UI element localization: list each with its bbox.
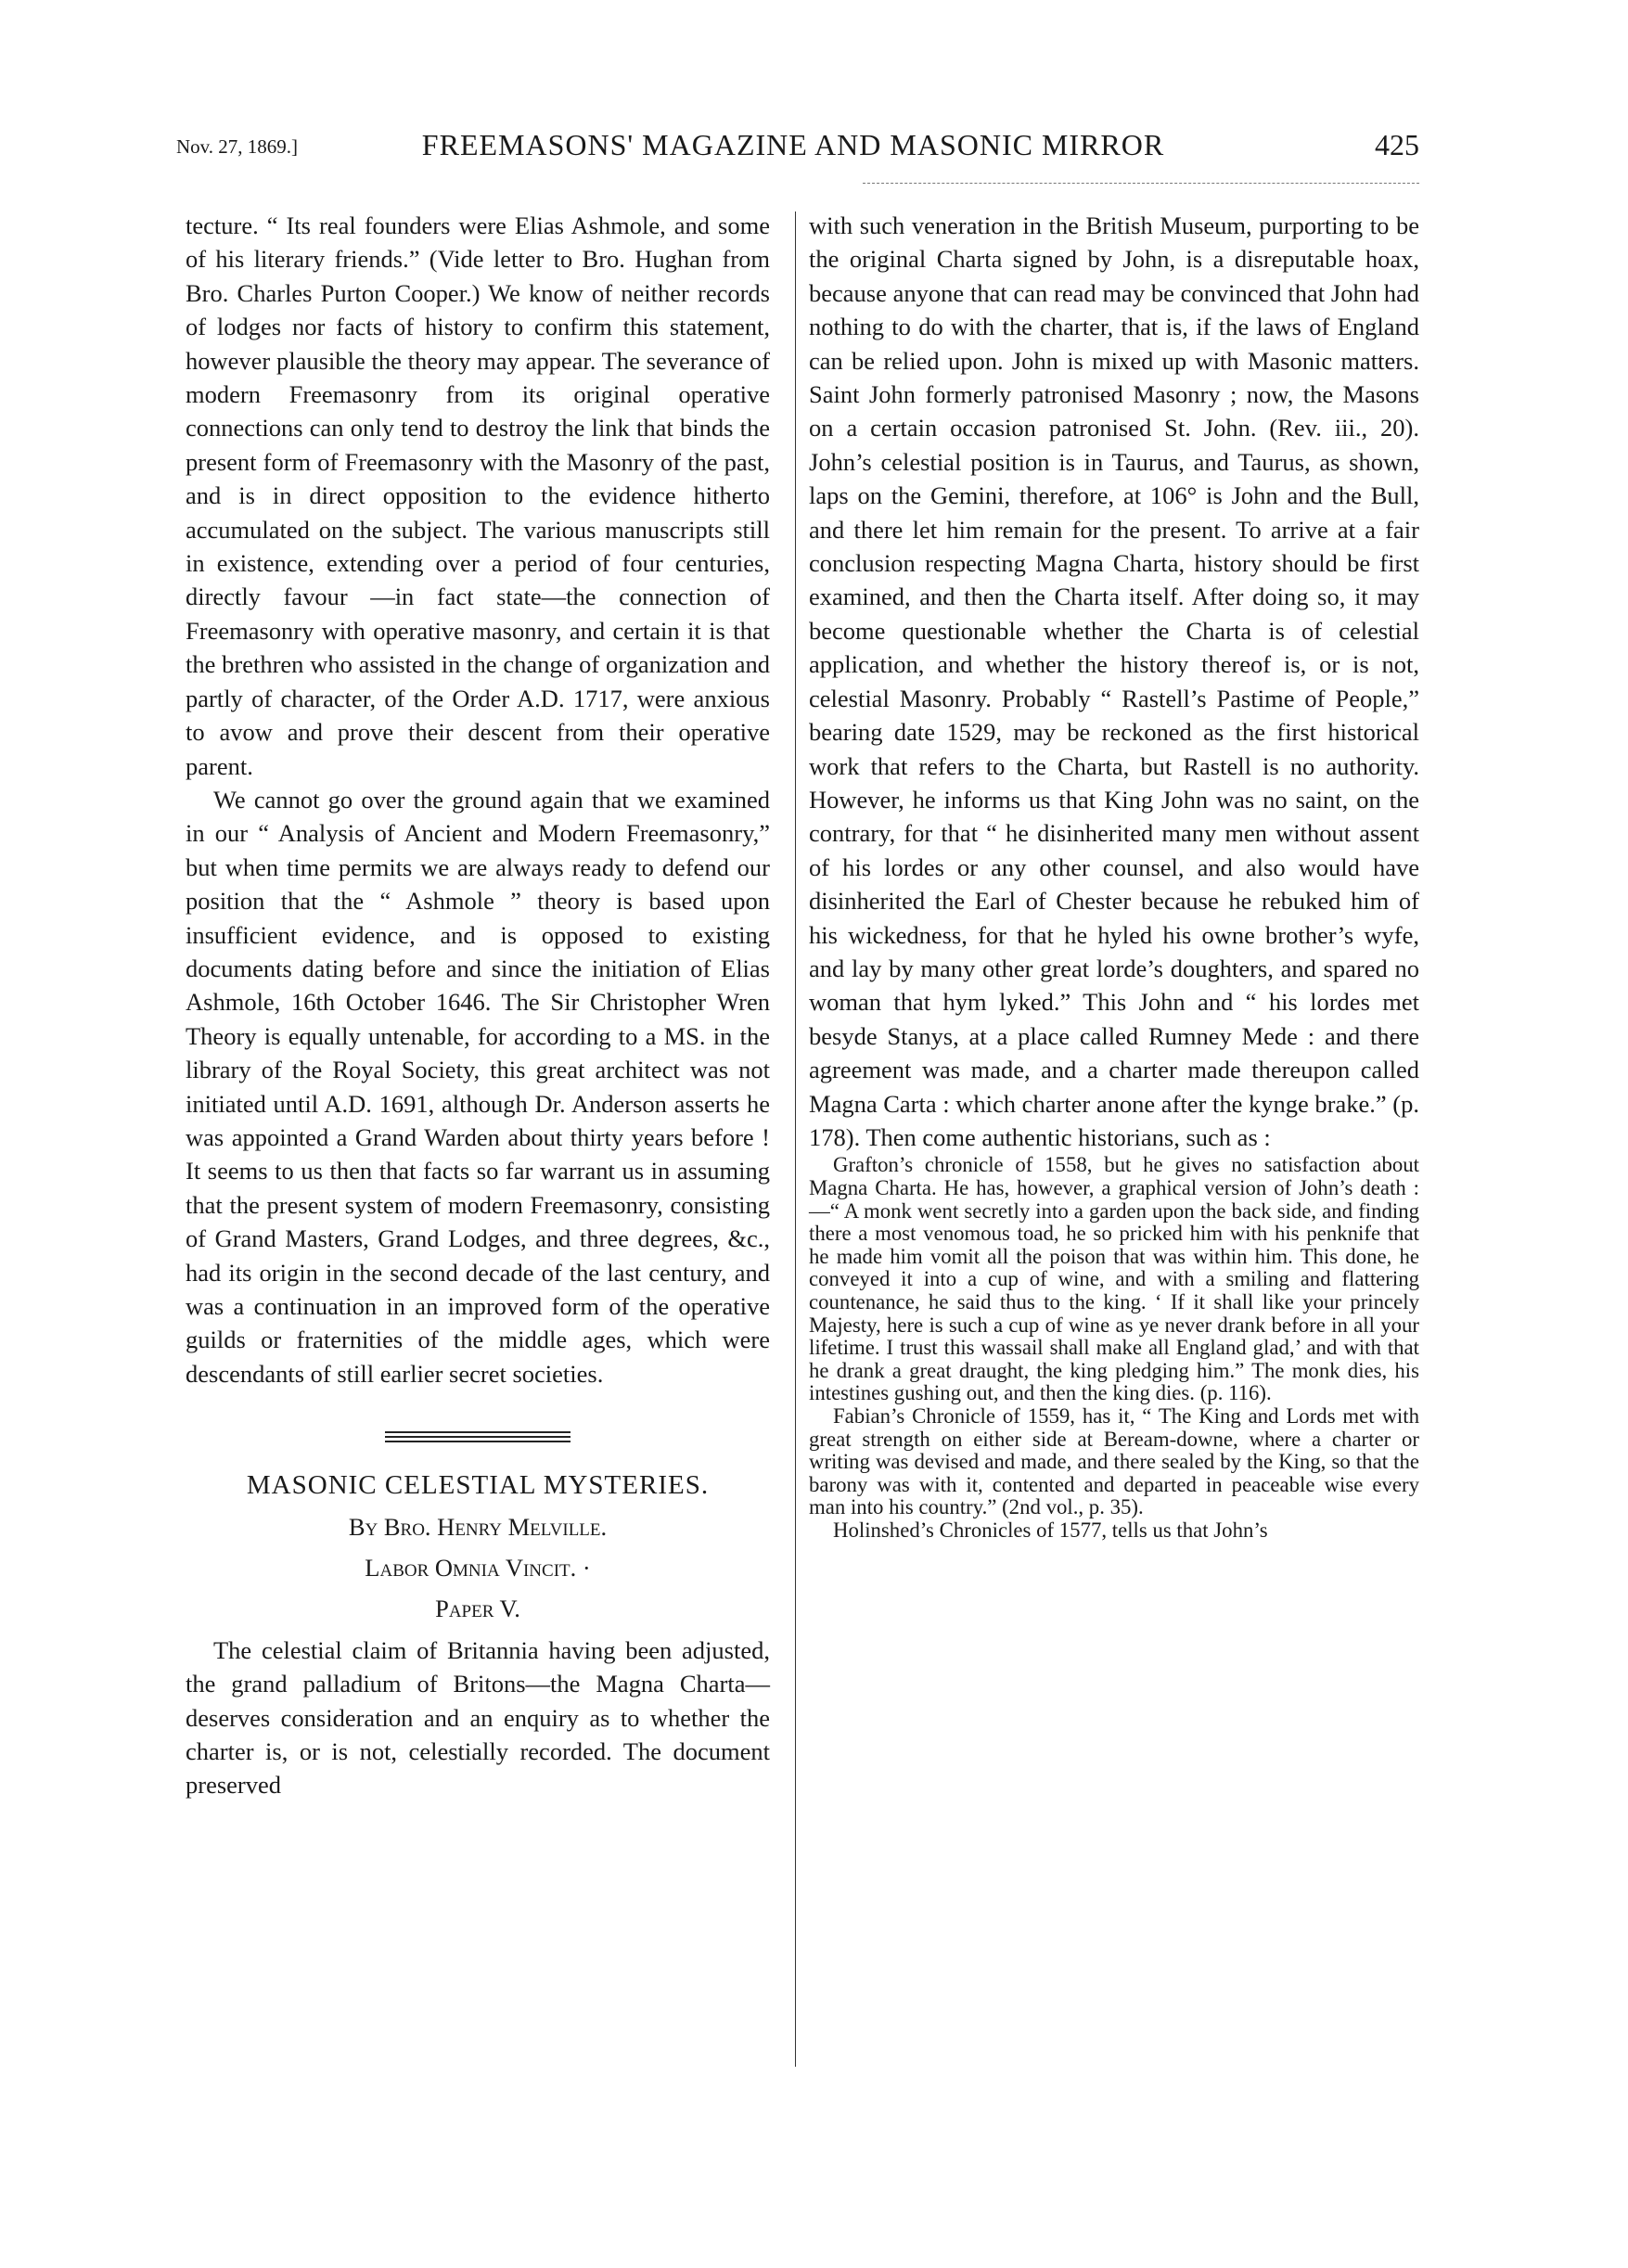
article-title: MASONIC CELESTIAL MYSTERIES. — [246, 1470, 710, 1501]
page-header — [176, 128, 1419, 165]
header-rule — [863, 183, 1419, 184]
quote-holinshed: Holinshed’s Chronicles of 1577, tells us that John’s — [833, 1518, 1268, 1542]
paragraph-ashmole-continued: tecture. “ Its real founders were Elias Ashmole, and some of his literary friends.” (Vide letter to Bro. Hughan from Bro. Charles Purton Cooper.) We know of neither records of lodges nor facts of history to confirm this statement, however plausible the theory may appear. The severance of modern Freemasonry from its original operative connections can only tend to destroy the link that binds the present form of Freemasonry with the Masonry of the past, and is in direct opposition to the evidence hitherto accumulated on the subject. The various manuscripts still in existence, extending over a period of four centuries, directly favour —in fact state—the connection of Freemasonry with operative masonry, and certain it is that the brethren who assisted in the change of organization and partly of character, of the Order A.D. 1717, were anxious to avow and prove their descent from their operative parent. — [186, 211, 770, 780]
publication-title: FREEMASONS' MAGAZINE AND MASONIC MIRROR — [421, 128, 1165, 161]
left-column — [186, 209, 770, 1802]
quote-fabian: Fabian’s Chronicle of 1559, has it, “ The King and Lords met with great strength on either side at Beream-downe, where a charter or writing was devised and made, and there sealed by the King, so that the barony was with it, contented and departed in peaceable wise every man into his country.” (2nd vol., p. 35). — [809, 1403, 1419, 1519]
article-byline: By Bro. Henry Melville. — [348, 1512, 608, 1541]
quote-grafton: Grafton’s chronicle of 1558, but he gives no satisfaction about Magna Charta. He has, however, a graphical version of John’s death :—“ A monk went secretly into a garden upon the back side, and finding there a most venomous toad, he so pricked him with his penknife that he made him vomit all the poison that was within him. This done, he conveyed it into a cup of wine, and with a smiling and flattering countenance, he said thus to the king. ‘ If it shall like your princely Majesty, here is such a cup of wine as ye never drank before in all your lifetime. I trust this wassail shall make all England glad,’ and with that he drank a great draught, the king pledging him.” The monk dies, his intestines gushing out, and then the king dies. (p. 116). — [809, 1153, 1419, 1405]
section-separator — [385, 1431, 570, 1442]
column-divider — [795, 211, 796, 2067]
issue-date: Nov. 27, 1869.] — [176, 135, 299, 158]
right-column — [809, 209, 1419, 1542]
paragraph-britannia: The celestial claim of Britannia having been adjusted, the grand palladium of Britons—the Magna Charta—deserves consideration and an enquiry as to whether the charter is, or is not, celestially recorded. The document preserved — [186, 1635, 770, 1800]
page-number: 425 — [1375, 128, 1419, 161]
paper-number: Paper V. — [435, 1595, 520, 1623]
article-motto: Labor Omnia Vincit. · — [365, 1554, 591, 1582]
paragraph-ashmole-theory: We cannot go over the ground again that we examined in our “ Analysis of Ancient and Modern Freemasonry,” but when time permits we are always ready to defend our position that the “ Ashmole ” theory is based upon insufficient evidence, and is opposed to existing documents dating before and since the initiation of Elias Ashmole, 16th October 1646. The Sir Christopher Wren Theory is equally untenable, for according to a MS. in the library of the Royal Society, this great architect was not initiated until A.D. 1691, although Dr. Anderson asserts he was appointed a Grand Warden about thirty years before ! It seems to us then that facts so far warrant us in assuming that the present system of modern Freemasonry, consisting of Grand Masters, Grand Lodges, and three degrees, &c., had its origin in the second decade of the last century, and was a continuation in an improved form of the operative guilds or fraternities of the middle ages, which were descendants of still earlier secret societies. — [186, 785, 770, 1388]
paragraph-magna-charta: with such veneration in the British Museum, purporting to be the original Charta signed by John, is a disreputable hoax, because anyone that can read may be convinced that John had nothing to do with the charter, that is, if the laws of England can be relied upon. John is mixed up with Masonic matters. Saint John formerly patronised Masonry ; now, the Masons on a certain occasion patronised St. John. (Rev. iii., 20). John’s celestial position is in Taurus, and Taurus, as shown, laps on the Gemini, therefore, at 106° is John and the Bull, and there let him remain for the present. To arrive at a fair conclusion respecting Magna Charta, history should be first examined, and then the Charta itself. After doing so, it may become questionable whether the Charta is of celestial application, and whether the history thereof is, or is not, celestial Masonry. Probably “ Rastell’s Pastime of People,” bearing date 1529, may be reckoned as the first historical work that refers to the Charta, but Rastell is no authority. However, he informs us that King John was no saint, on the contrary, for that “ he disinherited many men without assent of his lordes or any other counsel, and also would have disinherited the Earl of Chester because he rebuked him of his wickedness, for that he hyled his owne brother’s wyfe, and lay by many other great lorde’s doughters, and spared no woman that hym lyked.” This John and “ his lordes met besyde Stanys, at a place called Rumney Mede : and there agreement was made, and a charter made thereupon called Magna Carta : which charter anone after the kynge brake.” (p. 178). Then come authentic historians, such as : — [809, 211, 1419, 1151]
